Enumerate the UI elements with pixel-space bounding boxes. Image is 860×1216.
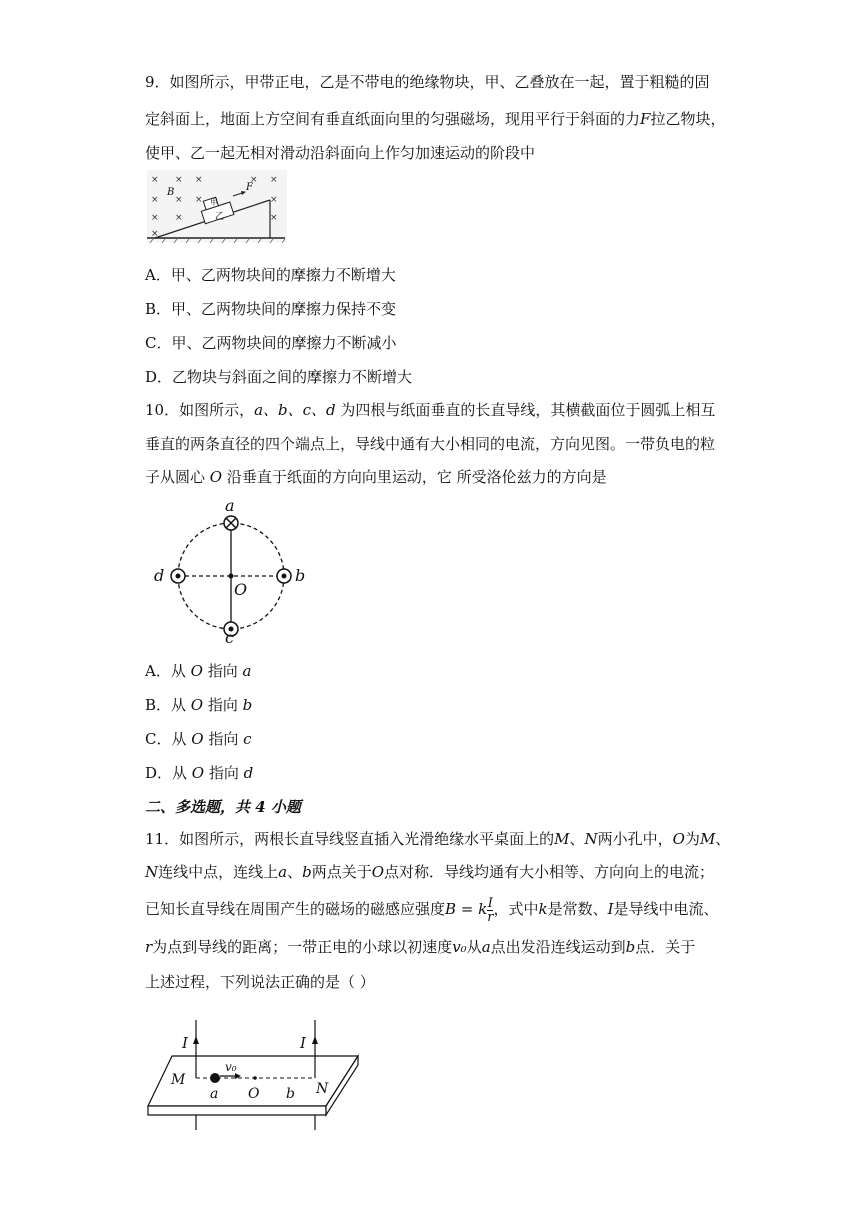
q10-label-a: a [225,496,235,515]
option-origin: O [191,730,204,748]
q11-var: I [607,900,614,918]
q9-field-mark: × [270,195,278,205]
q10-line-3-pre: 子从圆心 [145,468,210,486]
q9-field-mark: × [195,195,203,205]
q11-var: O [371,863,385,881]
q11-var: M [554,830,570,848]
q11-label-b: b [286,1086,295,1102]
q11-var: b [302,863,312,881]
q10-wire-a-cross-icon [224,516,238,530]
q9-field-mark: × [175,195,183,205]
q9-field-mark: × [151,229,159,239]
q9-label-B: B [167,187,175,198]
q10-line-1 [145,400,715,420]
q10-line-1-pre: 10．如图所示， [145,401,255,419]
q11-var: N [145,863,159,881]
option-target: b [242,696,253,714]
q11-text: 两小孔中， [597,830,673,848]
q11-text: 从 [466,938,482,956]
q9-force-symbol: F [640,110,651,128]
q11-text: 、 [715,830,731,848]
q11-text: 11．如图所示，两根长直导线竖直插入光滑绝缘水平桌面上的 [145,830,555,848]
q10-label-d: d [154,566,165,585]
section-heading: 二、多选题，共 4 小题 [145,798,301,816]
q11-line-5: 上述过程，下列说法正确的是（ ） [145,973,375,991]
q11-text: ，式中 [493,900,539,918]
option-target: c [243,730,252,748]
option-origin: O [191,764,205,782]
q10-wire-b-dot-icon [277,569,291,583]
q10-center-label: O [209,468,223,486]
q11-ball [210,1073,220,1083]
q9-line-2-pre: 定斜面上，地面上方空间有垂直纸面向里的匀强磁场，现用平行于斜面的力 [145,110,641,128]
q10-line-1-post: 为四根与纸面垂直的长直导线，其横截面位于圆弧上相互 [335,401,716,419]
q11-var: O [672,830,685,848]
q10-option-c [145,728,252,749]
q11-table-figure [140,1020,365,1135]
q11-formula-lhs: B = k [445,900,488,918]
option-mid: 指向 [204,764,244,782]
q11-text: 已知长直导线在周围产生的磁场的磁感应强度 [145,900,446,918]
q9-label-jia: 甲 [210,198,218,207]
q9-line-2 [145,109,725,129]
option-prefix: B．从 [145,696,191,714]
q9-label-yi: 乙 [215,212,225,222]
q11-label-O: O [248,1086,260,1102]
q11-var: v₀ [452,938,467,956]
q11-label-I-right: I [300,1034,306,1052]
q11-text: 点出发沿连线运动到 [490,938,626,956]
q9-field-mark: × [175,175,183,185]
q11-var: r [145,938,153,956]
q9-line-3: 使甲、乙一起无相对滑动沿斜面向上作匀加速运动的阶段中 [145,144,536,162]
q9-field-mark: × [151,175,159,185]
fraction-denominator: r [487,909,494,925]
q9-option-a: A．甲、乙两物块间的摩擦力不断增大 [145,266,396,284]
q9-line-2-post: 拉乙物块， [650,110,726,128]
option-origin: O [190,662,203,680]
option-mid: 指向 [202,662,243,680]
option-target: d [243,764,254,782]
q9-field-mark: × [270,175,278,185]
q10-wire-labels: a、b、c、d [254,401,336,419]
q9-field-mark: × [175,213,183,223]
q10-wire-d-dot-icon [171,569,185,583]
q11-var: k [538,900,548,918]
q10-line-2: 垂直的两条直径的四个端点上，导线中通有大小相同的电流，方向见图。一带负电的粒 [145,435,716,453]
q11-table-front [148,1106,326,1115]
q10-line-3-post: 沿垂直于纸面的方向向里运动，它 所受洛伦兹力的方向是 [222,468,607,486]
q11-var: M [699,830,716,848]
q11-label-M: M [171,1072,186,1088]
q11-line-2 [145,862,714,882]
q11-label-N: N [316,1081,329,1097]
q10-circle-figure [148,492,308,647]
q11-text: 为点到导线的距离；一带正电的小球以初速度 [152,938,453,956]
fraction-numerator: I [487,895,493,911]
q10-line-3 [145,467,607,487]
q11-text: 是常数、 [547,900,608,918]
q11-text: 两点关于 [311,863,372,881]
q9-label-F: F [246,182,253,193]
q9-incline-figure [145,170,290,245]
q11-text: 点．关于 [635,938,696,956]
q9-field-mark: × [195,175,203,185]
q9-option-d: D．乙物块与斜面之间的摩擦力不断增大 [145,368,413,386]
q11-var: a [278,863,288,881]
q9-field-mark: × [151,195,159,205]
q10-label-b: b [295,566,306,585]
q11-var: b [625,938,636,956]
q11-line-4 [145,937,695,957]
option-prefix: A．从 [145,662,191,680]
q11-label-a: a [210,1086,219,1102]
option-mid: 指向 [203,696,243,714]
q11-text: 点对称．导线均通有大小相等、方向向上的电流； [384,863,715,881]
q9-option-c: C．甲、乙两物块间的摩擦力不断减小 [145,334,397,352]
q11-current-arrow-left [193,1036,199,1044]
q10-label-c: c [225,628,234,647]
q9-option-b: B．甲、乙两物块间的摩擦力保持不变 [145,300,397,318]
q11-text: 为 [684,830,700,848]
q9-field-mark: × [270,213,278,223]
q11-label-I-left: I [182,1034,188,1052]
q11-text: 是导线中电流、 [613,900,719,918]
q10-center-dot [229,574,234,579]
q10-option-b [145,694,252,715]
q9-field-mark: × [250,175,258,185]
q11-text: 、 [569,830,585,848]
option-origin: O [190,696,204,714]
option-prefix: C．从 [145,730,192,748]
q10-label-O: O [234,580,248,599]
q9-line-1: 9．如图所示，甲带正电，乙是不带电的绝缘物块，甲、乙叠放在一起，置于粗糙的固 [145,73,710,91]
q10-option-a [145,660,251,681]
q11-current-arrow-right [312,1036,318,1044]
q11-line-1 [145,829,730,849]
q11-var: N [584,830,598,848]
option-prefix: D．从 [145,764,192,782]
q10-option-d [145,762,253,783]
option-mid: 指向 [203,730,244,748]
q11-point-O [253,1076,257,1080]
q11-text: 、 [287,863,303,881]
q9-field-mark: × [151,213,159,223]
q11-line-3 [145,895,719,924]
option-target: a [242,662,252,680]
q11-var: a [481,938,491,956]
q11-label-v0: v₀ [225,1060,237,1074]
q11-text: 连线中点，连线上 [158,863,279,881]
